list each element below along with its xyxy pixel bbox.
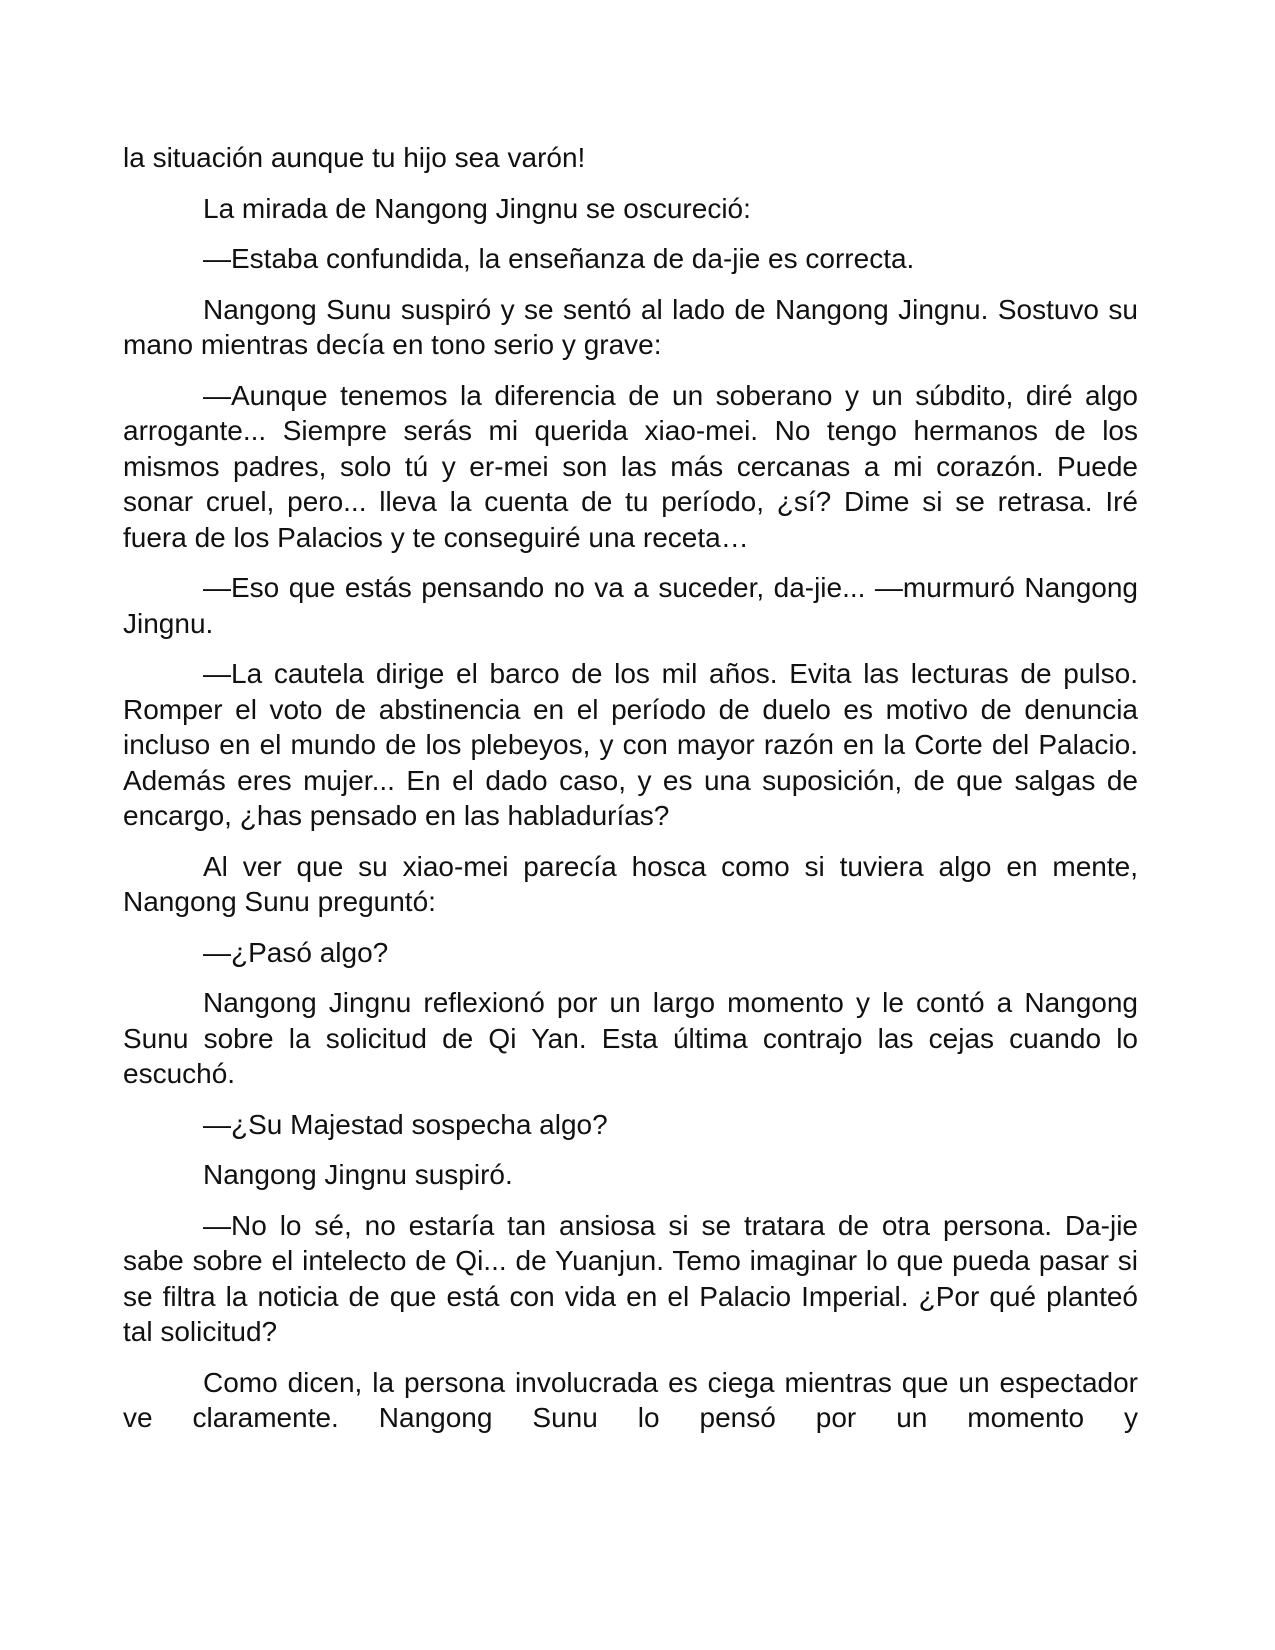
paragraph-7: —La cautela dirige el barco de los mil años. Evita las lecturas de pulso. Romper el voto de abstinencia en el período de duelo es motivo de denuncia incluso en el mundo de los plebeyos, y con mayor razón en la Corte del Palacio. Además eres mujer... En el dado caso, y es una suposición, de que salgas de encargo, ¿has pensado en las habladurías?: [123, 658, 1138, 831]
paragraph-5: —Aunque tenemos la diferencia de un soberano y un súbdito, diré algo arrogante... Siempre serás mi querida xiao-mei. No tengo hermanos de los mismos padres, solo tú y er-mei son las más cercanas a mi corazón. Puede sonar cruel, pero... lleva la cuenta de tu período, ¿sí? Dime si se retrasa. Iré fuera de los Palacios y te conseguiré una receta…: [123, 379, 1138, 553]
paragraph-3: —Estaba confundida, la enseñanza de da-jie es correcta.: [203, 243, 915, 274]
paragraph-1: la situación aunque tu hijo sea varón!: [123, 142, 586, 173]
paragraph-4: Nangong Sunu suspiró y se sentó al lado de Nangong Jingnu. Sostuvo su mano mientras decía en tono serio y grave:: [123, 293, 1138, 360]
body-text: [123, 140, 1138, 1436]
paragraph-12: Nangong Jingnu suspiró.: [203, 1159, 513, 1190]
paragraph-6: —Eso que estás pensando no va a suceder, da-jie... —murmuró Nangong Jingnu.: [123, 572, 1138, 639]
paragraph-8: Al ver que su xiao-mei parecía hosca como si tuviera algo en mente, Nangong Sunu preguntó:: [123, 850, 1138, 917]
paragraph-9: —¿Pasó algo?: [203, 936, 389, 968]
paragraph-2: La mirada de Nangong Jingnu se oscureció:: [203, 192, 751, 224]
paragraph-11: —¿Su Majestad sospecha algo?: [203, 1108, 608, 1140]
paragraph-10: Nangong Jingnu reflexionó por un largo momento y le contó a Nangong Sunu sobre la solicitud de Qi Yan. Esta última contrajo las cejas cuando lo escuchó.: [123, 987, 1138, 1089]
paragraph-14: Como dicen, la persona involucrada es ciega mientras que un espectador ve claramente. Nangong Sunu lo pensó por un momento y: [123, 1366, 1138, 1433]
paragraph-13: —No lo sé, no estaría tan ansiosa si se tratara de otra persona. Da-jie sabe sobre el intelecto de Qi... de Yuanjun. Temo imaginar lo que pueda pasar si se filtra la noticia de que está con vida en el Palacio Imperial. ¿Por qué planteó tal solicitud?: [123, 1209, 1138, 1347]
